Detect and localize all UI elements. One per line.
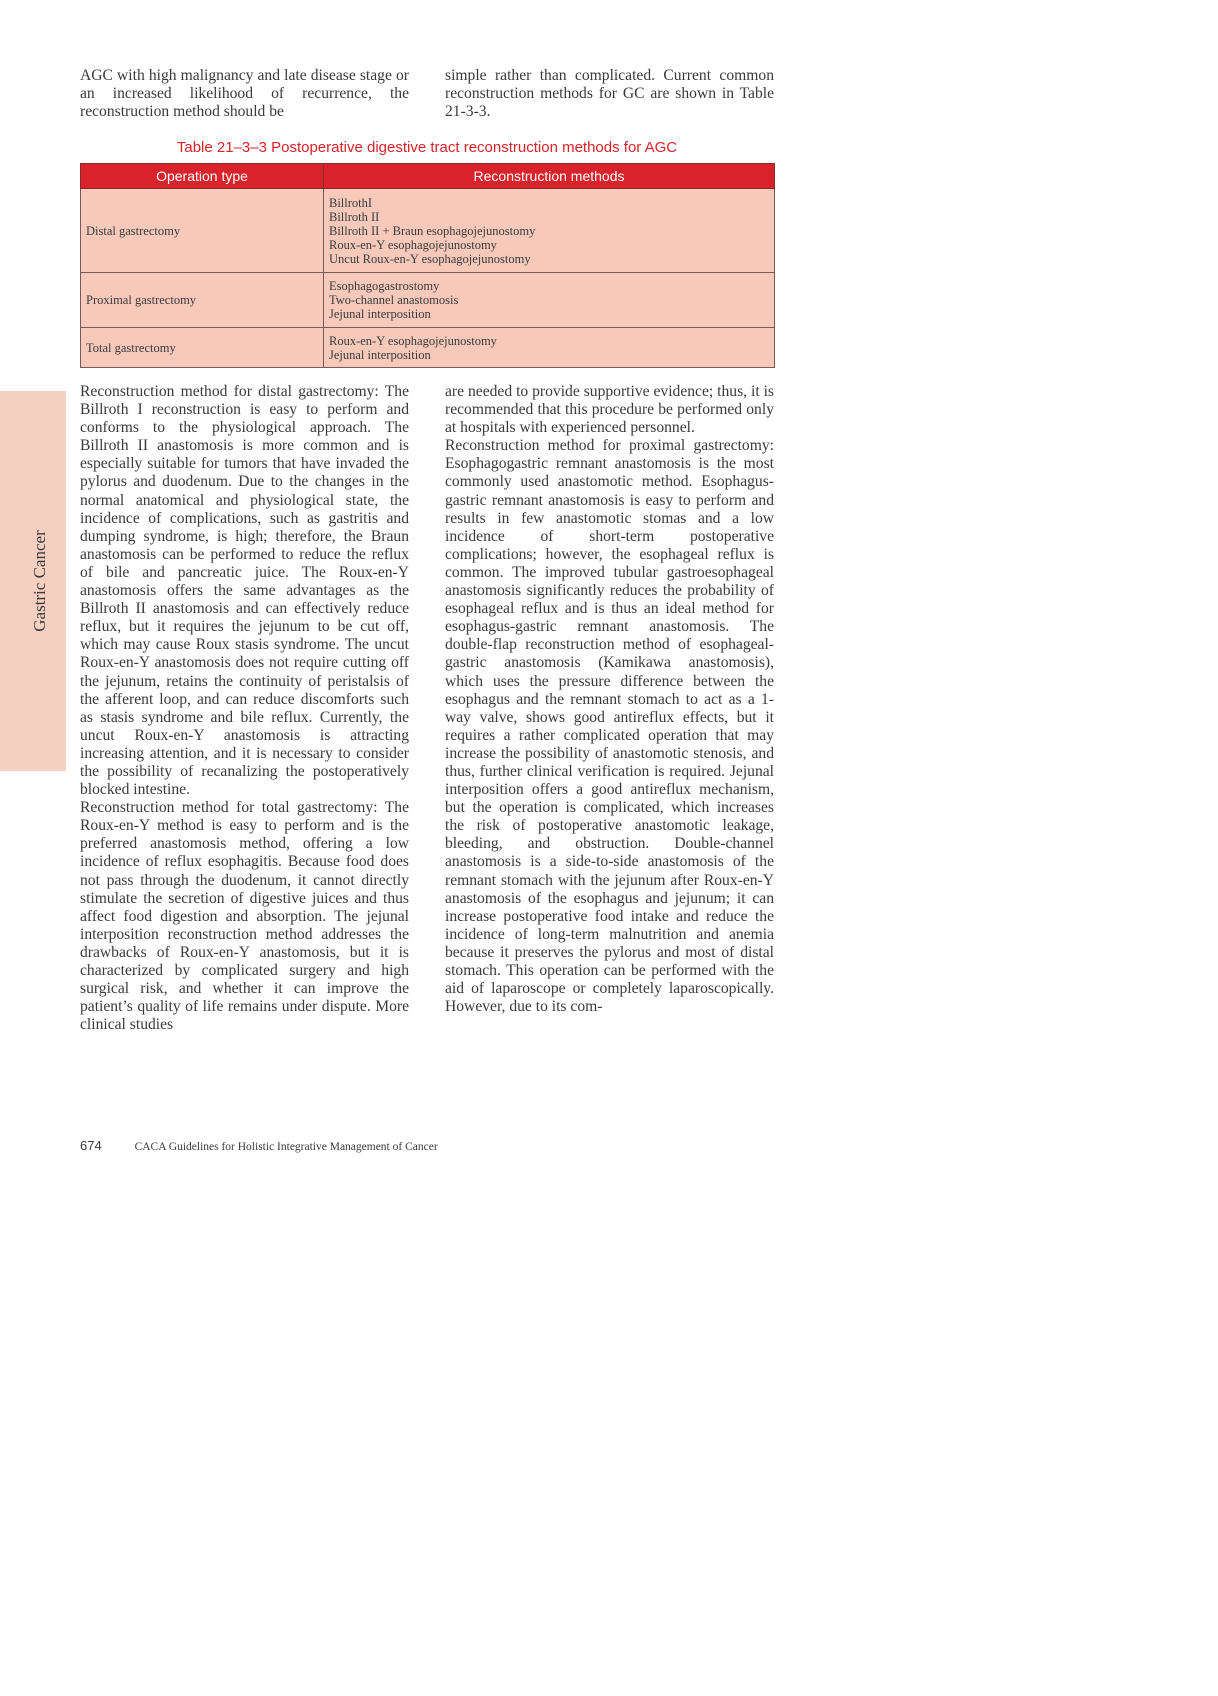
proximal-gastrectomy-paragraph: Reconstruction method for proximal gastrectomy: Esophagogastric remnant anastomosis is the most commonly used anastomotic method. Esophagus-gastric remnant anastomosis is easy to perform and results in few anastomotic stomas and a low incidence of short-term postoperative complications; however, the esophageal reflux is common. The improved tubular gastroesophageal anastomosis significantly reduces the probability of esophageal reflux and is thus an ideal method for esophagus-gastric remnant anastomosis. The double-flap reconstruction method of esophageal-gastric anastomosis (Kamikawa anastomosis), which uses the pressure difference between the esophagus and the remnant stomach to act as a 1-way valve, shows good antireflux effects, but it requires a rather complicated operation that may increase the possibility of anastomotic stenosis, and thus, further clinical verification is required. Jejunal interposition offers a good antireflux mechanism, but the operation is complicated, which increases the risk of postoperative anastomotic leakage, bleeding, and obstruction. Double-channel anastomosis is a side-to-side anastomosis of the remnant stomach with the jejunum after Roux-en-Y anastomosis of the esophagus and jejunum; it can increase postoperative food intake and reduce the incidence of long-term malnutrition and anemia because it preserves the pylorus and most of distal stomach. This operation can be performed with the aid of laparoscope or completely laparoscopically. However, due to its com- <box>445 437 774 1016</box>
reconstruction-table <box>80 163 775 368</box>
page-footer <box>80 1138 438 1153</box>
continuation-paragraph: are needed to provide supportive evidence; thus, it is recommended that this procedure be performed only at hospitals with experienced personnel. <box>445 383 774 437</box>
table-row <box>81 189 775 273</box>
method-item: Jejunal interposition <box>329 347 431 362</box>
methods-cell <box>324 273 775 328</box>
intro-left-column <box>80 67 409 121</box>
table-row <box>81 273 775 328</box>
total-gastrectomy-paragraph: Reconstruction method for total gastrectomy: The Roux-en-Y method is easy to perform and is the preferred anastomosis method, offering a low incidence of reflux esophagitis. Because food does not pass through the duodenum, it cannot directly stimulate the secretion of digestive juices and thus affect food digestion and absorption. The jejunal interposition reconstruction method addresses the drawbacks of Roux-en-Y anastomosis, but it is characterized by complicated surgery and high surgical risk, and whether it can improve the patient’s quality of life remains under dispute. More clinical studies <box>80 799 409 1034</box>
method-item: Roux-en-Y esophagojejunostomy <box>329 333 497 348</box>
methods-cell <box>324 189 775 273</box>
intro-left-paragraph: AGC with high malignancy and late disease stage or an increased likelihood of recurrence, the reconstruction method should be <box>80 67 409 121</box>
method-item: Uncut Roux-en-Y esophagojejunostomy <box>329 251 531 266</box>
operation-cell: Distal gastrectomy <box>81 189 324 273</box>
table-row <box>81 328 775 368</box>
header-reconstruction-methods: Reconstruction methods <box>324 164 775 189</box>
intro-right-paragraph: simple rather than complicated. Current common reconstruction methods for GC are shown in Table 21-3-3. <box>445 67 774 121</box>
side-tab-label: Gastric Cancer <box>30 530 49 632</box>
book-title: CACA Guidelines for Holistic Integrative Management of Cancer <box>134 1141 438 1153</box>
side-section-tab <box>0 391 66 771</box>
methods-cell <box>324 328 775 368</box>
body-left-column <box>80 383 409 1034</box>
header-operation-type: Operation type <box>81 164 324 189</box>
table-caption: Table 21–3–3 Postoperative digestive tract reconstruction methods for AGC <box>176 139 678 156</box>
body-right-column <box>445 383 774 1016</box>
intro-right-column <box>445 67 774 121</box>
page-number: 674 <box>80 1138 102 1153</box>
method-item: Jejunal interposition <box>329 307 431 321</box>
method-item: Roux-en-Y esophagojejunostomy <box>329 237 497 252</box>
operation-cell: Proximal gastrectomy <box>81 273 324 328</box>
method-item: Esophagogastrostomy <box>329 279 440 293</box>
method-item: Two-channel anastomosis <box>329 293 459 307</box>
method-item: Billroth II <box>329 209 380 224</box>
method-item: Billroth II + Braun esophagojejunostomy <box>329 223 536 238</box>
operation-cell: Total gastrectomy <box>81 328 324 368</box>
method-item: BillrothI <box>329 195 373 210</box>
table-header-row <box>81 164 775 189</box>
distal-gastrectomy-paragraph: Reconstruction method for distal gastrectomy: The Billroth I reconstruction is easy to perform and conforms to the physiological approach. The Billroth II anastomosis is more common and is especially suitable for tumors that have invaded the pylorus and duodenum. Due to the changes in the normal anatomical and physiological state, the incidence of complications, such as gastritis and dumping syndrome, is high; therefore, the Braun anastomosis can be performed to reduce the reflux of bile and pancreatic juice. The Roux-en-Y anastomosis offers the same advantages as the Billroth II anastomosis and can effectively reduce reflux, but it requires the jejunum to be cut off, which may cause Roux stasis syndrome. The uncut Roux-en-Y anastomosis does not require cutting off the jejunum, retains the continuity of peristalsis of the afferent loop, and can reduce discomforts such as stasis syndrome and bile reflux. Currently, the uncut Roux-en-Y anastomosis is attracting increasing attention, and it is necessary to consider the possibility of recanalizing the postoperatively blocked intestine. <box>80 383 409 799</box>
